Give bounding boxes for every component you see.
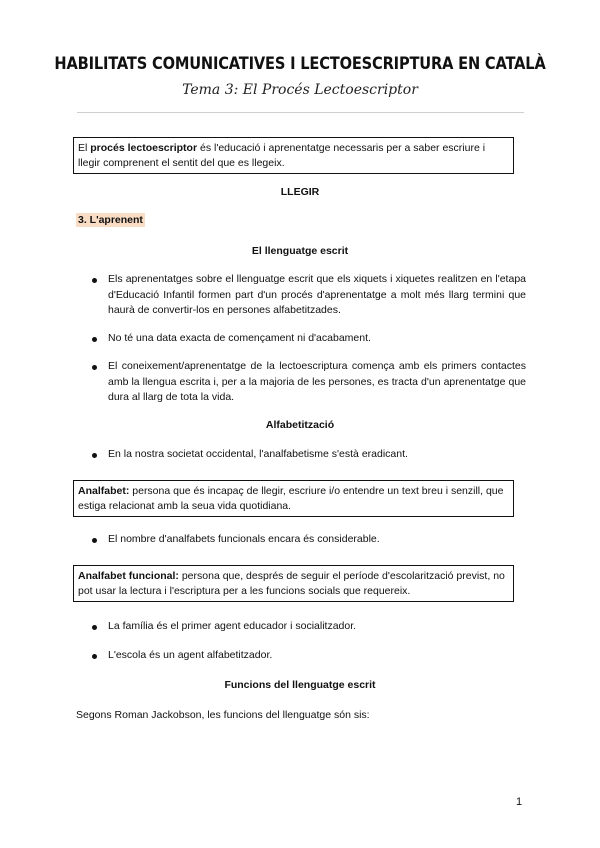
- intro-prefix: El: [78, 142, 91, 154]
- analfabet-funcional-term: Analfabet funcional:: [78, 570, 179, 582]
- closing-paragraph: Segons Roman Jackobson, les funcions del llenguatge són sis:: [76, 709, 370, 721]
- bullet-icon: [92, 654, 97, 659]
- list-item-text: En la nostra societat occidental, l'analfabetisme s'està eradicant.: [108, 448, 408, 460]
- list-item-text: Els aprenentatges sobre el llenguatge escrit que els xiquets i xiquetes realitzen en l'etapa d'Educació Infantil formen part d'un procés d'aprenentatge a molt més llarg termini que haurà de convertir-los en persones alfabetitzades.: [108, 273, 526, 316]
- list-item: [92, 331, 526, 347]
- analfabet-funcional-text: persona que, després de seguir el període d'escolarització previst, no pot usar la lectura i l'escriptura per a les funcions socials que requereix.: [78, 570, 505, 597]
- analfabet-funcional-definition-box: [73, 565, 514, 602]
- document-title: HABILITATS COMUNICATIVES I LECTOESCRIPTURA EN CATALÀ: [54, 54, 546, 74]
- llegir-heading: LLEGIR: [280, 186, 320, 198]
- list-item: [92, 359, 526, 406]
- list-item-text: El nombre d'analfabets funcionals encara és considerable.: [108, 533, 380, 545]
- subheading-funcions: Funcions del llenguatge escrit: [224, 679, 376, 691]
- section-label: 3. L'aprenent: [78, 214, 143, 226]
- list-item-text: No té una data exacta de començament ni d'acabament.: [108, 332, 371, 344]
- intro-term: procés lectoescriptor: [90, 142, 198, 154]
- analfabet-term: Analfabet:: [78, 485, 130, 497]
- header-divider: [77, 112, 524, 113]
- intro-text: és l'educació i aprenentatge necessaris per a saber escriure i llegir comprenent el sentit del que es llegeix.: [78, 142, 486, 169]
- list-item: [92, 447, 526, 463]
- subheading-alfabetitzacio: Alfabetització: [265, 419, 335, 431]
- bullet-icon: [92, 453, 97, 458]
- list-item-text: L'escola és un agent alfabetitzador.: [108, 649, 273, 661]
- list-item-text: La família és el primer agent educador i socialitzador.: [108, 620, 357, 632]
- list-item: [92, 272, 526, 319]
- bullet-icon: [92, 365, 97, 370]
- list-item: [92, 648, 526, 664]
- document-subtitle: Tema 3: El Procés Lectoescriptor: [182, 82, 418, 98]
- analfabet-text: persona que és incapaç de llegir, escriure i/o entendre un text breu i senzill, que estiga relacionat amb la seua vida quotidiana.: [78, 485, 504, 512]
- list-item-text: El coneixement/aprenentatge de la lectoescriptura comença amb els primers contactes amb la llengua escrita i, per a la majoria de les persones, es tracta d'un aprenentatge que dura al llarg de tota la vida.: [108, 360, 526, 403]
- bullet-icon: [92, 278, 97, 283]
- bullet-icon: [92, 337, 97, 342]
- subheading-llenguatge-escrit: El llenguatge escrit: [251, 245, 349, 257]
- bullet-icon: [92, 538, 97, 543]
- list-item: [92, 619, 526, 635]
- analfabet-definition-box: [73, 480, 514, 517]
- page-number: 1: [516, 796, 523, 808]
- intro-definition-box: [73, 137, 514, 174]
- bullet-icon: [92, 625, 97, 630]
- list-item: [92, 532, 526, 548]
